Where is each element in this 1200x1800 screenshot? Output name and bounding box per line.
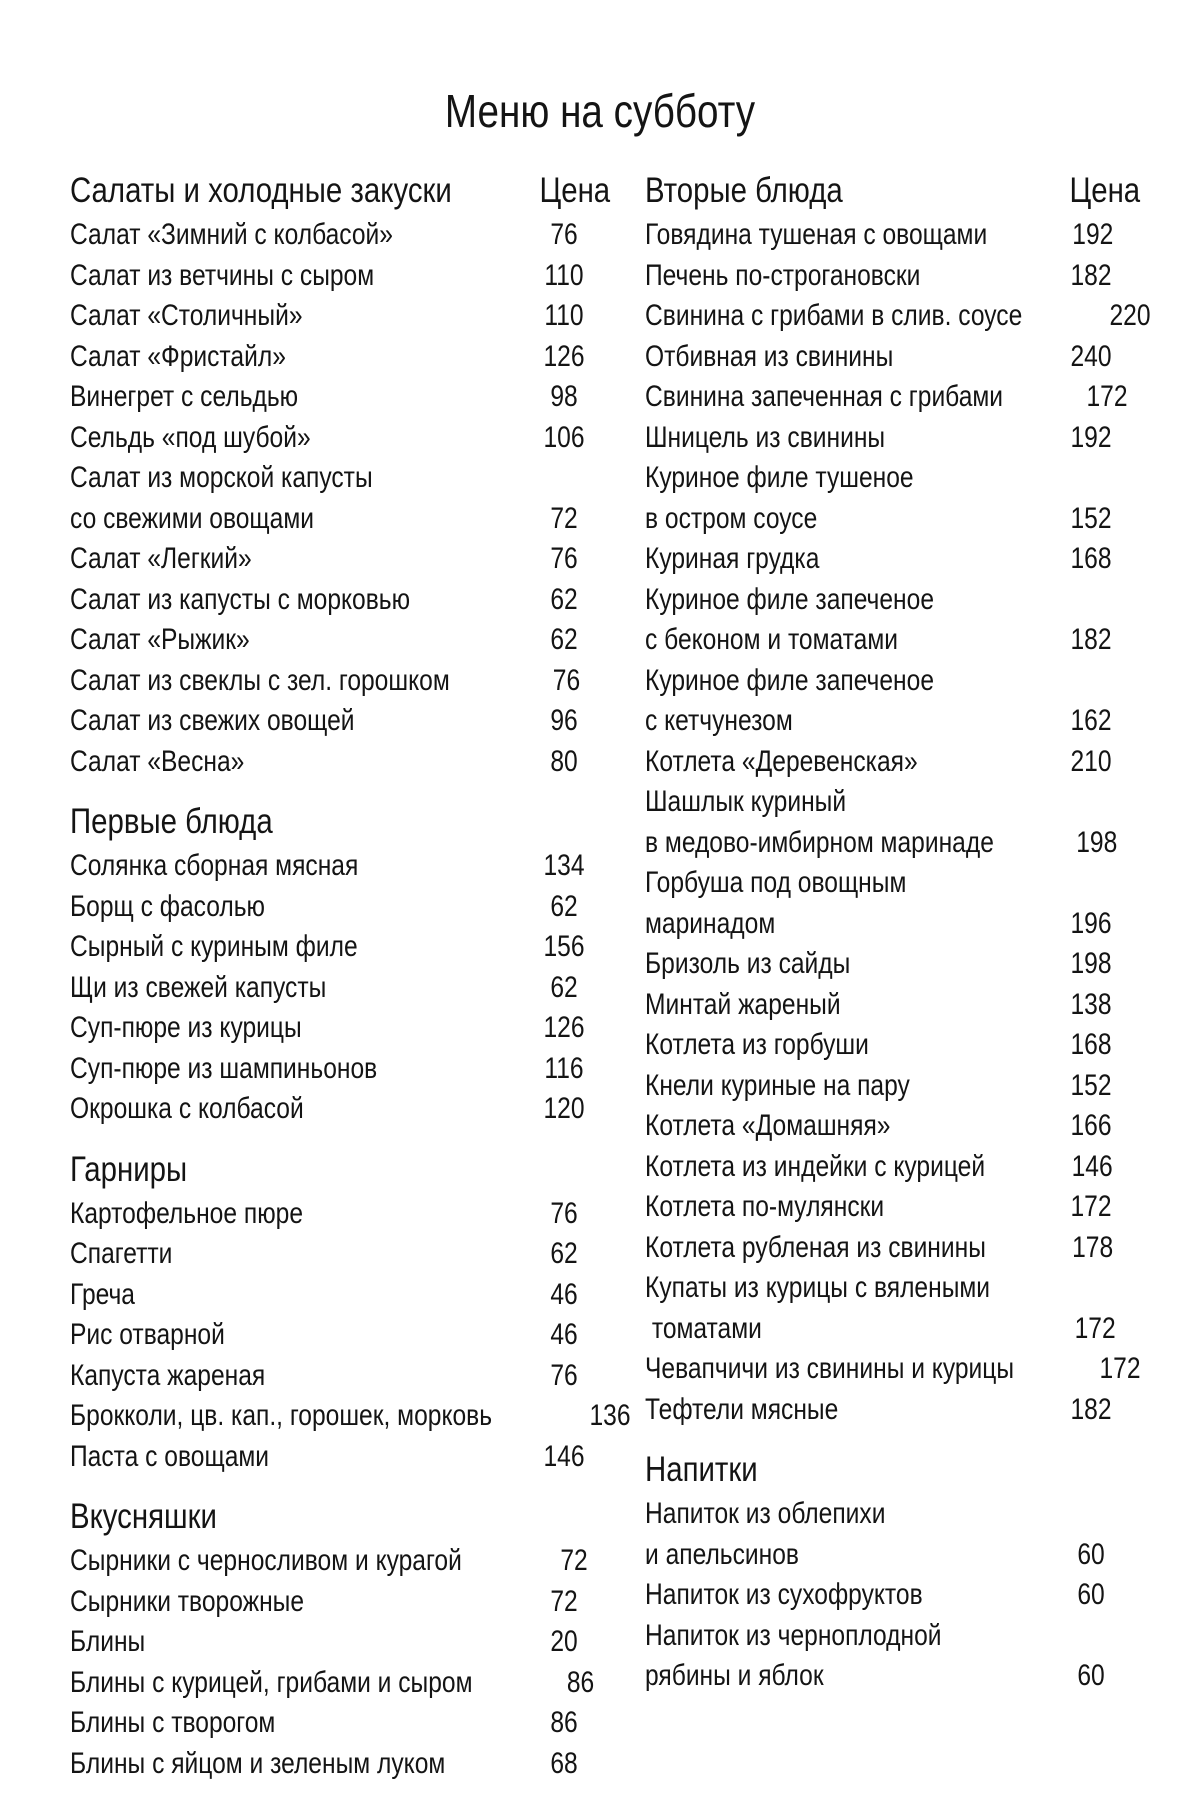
item-price: 80 <box>550 744 578 778</box>
item-name: Картофельное пюре <box>70 1196 304 1230</box>
item-name: Щи из свежей капусты <box>70 970 327 1004</box>
menu-item <box>70 1703 610 1744</box>
menu-item <box>645 1616 1140 1697</box>
item-price: 126 <box>543 339 585 373</box>
item-price: 136 <box>589 1399 631 1433</box>
item-name: Свинина с грибами в слив. соусе <box>645 299 1023 333</box>
item-price: 110 <box>544 258 584 292</box>
menu-item <box>70 1396 631 1437</box>
item-name: Окрошка с колбасой <box>70 1092 304 1126</box>
item-name: Салат из морской капусты со свежими овощами <box>70 461 373 535</box>
item-name: Салат «Весна» <box>70 744 245 778</box>
menu-item <box>645 863 1140 944</box>
menu-item <box>645 782 1140 863</box>
item-name: Блины с творогом <box>70 1706 276 1740</box>
menu-item <box>645 256 1140 297</box>
menu-item <box>70 215 610 256</box>
menu-item <box>70 1663 610 1704</box>
menu-section <box>70 1493 610 1784</box>
section-header <box>645 167 1140 215</box>
item-price: 126 <box>543 1011 585 1045</box>
menu-item <box>70 1008 610 1049</box>
section-title: Салаты и холодные закуски <box>70 171 452 210</box>
menu-item <box>70 1541 610 1582</box>
item-name: Блины с курицей, грибами и сыром <box>70 1665 473 1699</box>
section-header <box>70 1493 610 1541</box>
item-price: 146 <box>543 1439 585 1473</box>
item-price: 220 <box>1109 299 1151 333</box>
menu-item <box>645 742 1140 783</box>
item-name: Чевапчичи из свинины и курицы <box>645 1352 1015 1386</box>
item-price: 156 <box>543 930 585 964</box>
menu-item <box>70 701 610 742</box>
menu-item <box>70 296 610 337</box>
item-price: 106 <box>543 420 585 454</box>
section-title: Напитки <box>645 1450 758 1489</box>
section-title: Гарниры <box>70 1149 188 1189</box>
item-price: 152 <box>1070 501 1112 535</box>
menu-section <box>70 167 610 782</box>
item-name: Сырники творожные <box>70 1584 305 1618</box>
menu-item <box>70 927 610 968</box>
item-price: 76 <box>552 663 581 697</box>
menu-item <box>70 1194 610 1235</box>
item-name: Котлета из горбуши <box>645 1028 869 1062</box>
menu-item <box>645 337 1140 378</box>
menu-section <box>70 1146 631 1478</box>
item-name: Бризоль из сайды <box>645 947 851 981</box>
item-price: 76 <box>550 1358 578 1392</box>
left-column <box>70 167 631 1800</box>
item-price: 198 <box>1076 825 1118 859</box>
item-name: Шашлык куриный в медово-имбирном маринаде <box>645 785 994 859</box>
item-price: 120 <box>543 1092 585 1126</box>
page-title: Меню на субботу <box>444 85 756 137</box>
item-price: 198 <box>1070 947 1112 981</box>
item-name: Греча <box>70 1277 135 1311</box>
menu-item <box>70 968 610 1009</box>
item-price: 146 <box>1071 1149 1113 1183</box>
item-name: Солянка сборная мясная <box>70 849 359 883</box>
right-column <box>645 167 1151 1713</box>
item-price: 134 <box>543 849 585 883</box>
menu-item <box>70 1582 610 1623</box>
item-name: Спагетти <box>70 1237 173 1271</box>
menu-item <box>645 215 1140 256</box>
item-name: Куриная грудка <box>645 542 820 576</box>
menu-item <box>645 1575 1140 1616</box>
item-name: Кнели куриные на пару <box>645 1068 910 1102</box>
menu-item <box>645 296 1151 337</box>
menu-item <box>645 1106 1140 1147</box>
menu-item <box>645 418 1140 459</box>
item-name: Салат из капусты с морковью <box>70 582 411 616</box>
item-name: Напиток из черноплодной рябины и яблок <box>645 1618 942 1692</box>
item-price: 182 <box>1070 623 1112 656</box>
item-name: Салат «Столичный» <box>70 299 303 333</box>
item-name: Салат «Зимний с колбасой» <box>70 218 393 252</box>
item-price: 60 <box>1077 1659 1105 1692</box>
item-price: 62 <box>550 623 578 657</box>
item-price: 172 <box>1099 1352 1141 1386</box>
item-price: 182 <box>1070 1392 1112 1426</box>
item-price: 168 <box>1070 1028 1112 1062</box>
item-name: Борщ с фасолью <box>70 889 265 923</box>
item-name: Куриное филе запеченое с кетчунезом <box>645 663 935 737</box>
item-name: Сырный с куриным филе <box>70 930 358 964</box>
menu-item <box>70 742 610 783</box>
item-price: 166 <box>1070 1109 1112 1143</box>
menu-item <box>70 1234 610 1275</box>
section-header <box>70 798 610 846</box>
menu-item <box>645 539 1140 580</box>
menu-item <box>70 1089 610 1130</box>
item-price: 72 <box>550 501 578 535</box>
item-price: 192 <box>1072 218 1114 252</box>
item-name: Котлета «Домашняя» <box>645 1109 891 1143</box>
item-name: Салат из свежих овощей <box>70 704 355 738</box>
menu-item <box>70 1622 610 1663</box>
menu-item <box>70 887 610 928</box>
item-price: 46 <box>550 1318 578 1352</box>
item-price: 72 <box>550 1584 578 1618</box>
item-price: 86 <box>550 1706 578 1740</box>
menu-item <box>645 1390 1140 1431</box>
item-price: 98 <box>550 380 578 414</box>
menu-section <box>645 167 1151 1430</box>
item-name: Напиток из сухофруктов <box>645 1578 923 1612</box>
item-price: 110 <box>544 299 584 333</box>
menu-item <box>645 1268 1140 1349</box>
item-name: Куриное филе тушеное в остром соусе <box>645 461 914 535</box>
menu-item <box>70 846 610 887</box>
item-name: Котлета из индейки с курицей <box>645 1149 986 1183</box>
item-name: Сельдь «под шубой» <box>70 420 311 454</box>
item-name: Куриное филе запеченое с беконом и томатами <box>645 582 935 656</box>
item-price: 60 <box>1077 1578 1105 1612</box>
section-header <box>70 1146 610 1194</box>
item-price: 20 <box>550 1625 578 1659</box>
item-price: 192 <box>1070 420 1112 454</box>
item-price: 116 <box>544 1051 584 1085</box>
item-name: Тефтели мясные <box>645 1392 839 1426</box>
menu-item <box>645 1349 1140 1390</box>
item-price: 62 <box>550 889 578 923</box>
item-price: 172 <box>1070 1190 1112 1224</box>
item-price: 182 <box>1070 258 1112 292</box>
item-name: Винегрет с сельдью <box>70 380 299 414</box>
menu-item <box>645 580 1140 661</box>
menu-item <box>70 580 610 621</box>
item-name: Купаты из курицы с вялеными томатами <box>645 1271 991 1345</box>
item-name: Горбуша под овощным маринадом <box>645 866 907 940</box>
menu-item <box>70 661 610 702</box>
item-name: Печень по-строгановски <box>645 258 921 292</box>
item-name: Капуста жареная <box>70 1358 266 1392</box>
menu-item <box>70 418 610 459</box>
menu-section <box>70 798 610 1130</box>
item-price: 96 <box>550 704 578 738</box>
menu-item <box>645 458 1140 539</box>
item-name: Отбивная из свинины <box>645 339 894 373</box>
item-name: Суп-пюре из шампиньонов <box>70 1051 378 1085</box>
item-name: Блины с яйцом и зеленым луком <box>70 1746 446 1780</box>
item-name: Брокколи, цв. кап., горошек, морковь <box>70 1399 493 1433</box>
menu-item <box>645 661 1140 742</box>
item-name: Салат «Фристайл» <box>70 339 286 373</box>
menu-item <box>70 1356 610 1397</box>
item-name: Паста с овощами <box>70 1439 270 1473</box>
item-name: Свинина запеченная с грибами <box>645 380 1004 414</box>
item-price: 76 <box>550 542 578 576</box>
item-price: 46 <box>550 1277 578 1311</box>
section-title: Первые блюда <box>70 802 273 841</box>
item-price: 62 <box>550 582 578 616</box>
menu-item <box>645 944 1140 985</box>
item-price: 196 <box>1070 906 1112 940</box>
item-name: Блины <box>70 1625 146 1659</box>
menu-item <box>645 1187 1140 1228</box>
menu-item <box>70 1315 610 1356</box>
item-name: Говядина тушеная с овощами <box>645 218 988 252</box>
item-name: Салат «Рыжик» <box>70 623 250 657</box>
item-price: 162 <box>1070 704 1112 737</box>
menu-section <box>645 1446 1140 1697</box>
item-price: 240 <box>1070 339 1112 373</box>
item-name: Салат «Легкий» <box>70 542 252 576</box>
menu-item <box>70 1275 610 1316</box>
item-price: 168 <box>1070 542 1112 576</box>
item-name: Сырники с черносливом и курагой <box>70 1544 462 1578</box>
item-price: 68 <box>550 1746 578 1780</box>
menu-item <box>70 620 610 661</box>
item-name: Напиток из облепихи и апельсинов <box>645 1497 886 1571</box>
item-price: 72 <box>560 1544 588 1578</box>
menu-item <box>645 985 1140 1026</box>
price-column-header: Цена <box>1069 171 1140 210</box>
menu-item <box>645 1025 1140 1066</box>
menu-item <box>70 377 610 418</box>
section-header <box>70 167 610 215</box>
menu-item <box>645 1494 1140 1575</box>
menu-item <box>70 337 610 378</box>
menu-item <box>70 1437 610 1478</box>
item-price: 60 <box>1077 1537 1105 1571</box>
item-price: 76 <box>550 218 578 252</box>
item-price: 138 <box>1070 987 1112 1021</box>
section-header <box>645 1446 1140 1494</box>
item-name: Котлета рубленая из свинины <box>645 1230 986 1264</box>
item-price: 62 <box>550 1237 578 1271</box>
menu-item <box>645 1147 1140 1188</box>
item-price: 86 <box>566 1665 595 1699</box>
menu-item <box>70 1049 610 1090</box>
menu-item <box>645 1228 1140 1269</box>
menu-item <box>70 256 610 297</box>
section-title: Вкусняшки <box>70 1497 217 1536</box>
item-price: 62 <box>550 970 578 1004</box>
menu-item <box>645 377 1140 418</box>
item-price: 152 <box>1070 1068 1112 1102</box>
section-title: Вторые блюда <box>645 171 843 210</box>
item-name: Салат из ветчины с сыром <box>70 258 375 292</box>
item-price: 178 <box>1071 1230 1113 1264</box>
menu-item <box>70 539 610 580</box>
item-name: Котлета по-мулянски <box>645 1190 885 1224</box>
menu-item <box>70 1744 610 1785</box>
menu-item <box>645 1066 1140 1107</box>
item-name: Шницель из свинины <box>645 420 886 454</box>
price-column-header: Цена <box>539 171 610 210</box>
menu-item <box>70 458 610 539</box>
item-price: 172 <box>1074 1311 1116 1345</box>
item-name: Суп-пюре из курицы <box>70 1011 302 1045</box>
item-name: Котлета «Деревенская» <box>645 744 918 778</box>
item-price: 210 <box>1070 744 1112 778</box>
item-name: Салат из свеклы с зел. горошком <box>70 663 450 697</box>
item-price: 172 <box>1086 380 1128 414</box>
item-price: 76 <box>550 1196 578 1230</box>
item-name: Рис отварной <box>70 1318 225 1352</box>
item-name: Минтай жареный <box>645 987 841 1021</box>
